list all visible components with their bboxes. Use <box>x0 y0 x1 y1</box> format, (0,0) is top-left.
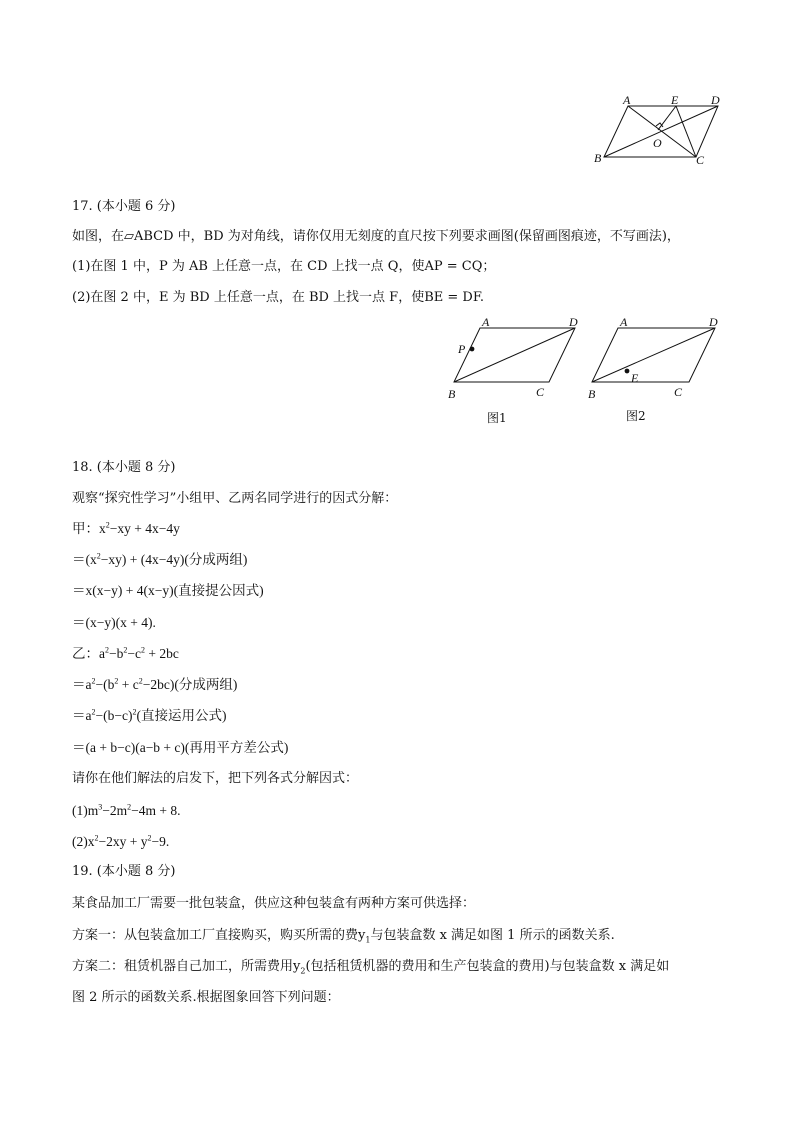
q18-intro: 观察“探究性学习”小组甲、乙两名同学进行的因式分解： <box>72 491 398 506</box>
q19-intro: 某食品加工厂需要一批包装盒，供应这种包装盒有两种方案可供选择： <box>72 896 476 911</box>
label-d: D <box>711 93 720 107</box>
q18-yi-line4: ＝(a + b−c)(a−b + c)(再用平方差公式) <box>72 740 289 755</box>
fig1-point-p <box>470 347 475 352</box>
fig2-diagonal-bd <box>592 328 715 382</box>
label-o: O <box>653 136 662 150</box>
q19-plan2: 方案二：租赁机器自己加工，所需费用$y_2$(包括租赁机器的费用和生产包装盒的费用)与包装盒数 x 满足如 <box>72 959 670 976</box>
q17-part1: (1)在图 1 中，P 为 AB 上任意一点，在 CD 上找一点 Q，使AP = CQ； <box>72 259 496 274</box>
q19-plan1: 方案一：从包装盒加工厂直接购买，购买所需的费$y_1$与包装盒数 x 满足如图 1 所示的函数关系. <box>72 928 615 945</box>
fig2-caption: 图2 <box>626 409 646 423</box>
q18-exercise-2: $(2)x^2-2xy + y^2-9$. <box>72 833 170 849</box>
fig2-label-b: B <box>588 387 596 401</box>
q17-figure-2 <box>584 312 734 427</box>
q18-jia-line4: ＝(x−y)(x + 4). <box>72 615 156 630</box>
fig1-label-d: D <box>569 315 578 329</box>
q17-header: 17. (本小题 6 分) <box>72 199 176 214</box>
figure-top-parallelogram <box>588 92 728 170</box>
fig2-label-a: A <box>620 315 628 329</box>
label-a: A <box>623 93 631 107</box>
fig1-label-a: A <box>482 315 490 329</box>
q18-jia-line1: 甲：$x^2-xy + 4x-4y$ <box>72 520 180 536</box>
q18-jia-line3: ＝x(x−y) + 4(x−y)(直接提公因式) <box>72 583 264 598</box>
fig2-point-e <box>625 369 630 374</box>
fig2-label-e: E <box>631 371 639 385</box>
q18-header: 18. (本小题 8 分) <box>72 460 176 475</box>
q18-yi-line3: $=a^2-(b-c)^2$(直接运用公式) <box>72 707 227 723</box>
label-b: B <box>594 151 602 165</box>
q18-exercise-1: $(1)m^3-2m^2-4m + 8$. <box>72 802 181 818</box>
q18-yi-line1: 乙：$a^2-b^2-c^2 + 2bc$ <box>72 645 179 661</box>
fig2-label-d: D <box>709 315 718 329</box>
fig2-label-c: C <box>674 385 683 399</box>
fig1-diagonal-bd <box>454 328 575 382</box>
label-c: C <box>696 153 705 167</box>
fig1-label-c: C <box>536 385 545 399</box>
q19-plan2-cont: 图 2 所示的函数关系.根据图象回答下列问题： <box>72 990 340 1005</box>
q18-yi-line2: $=a^2-(b^2 + c^2-2bc)$(分成两组) <box>72 676 238 692</box>
q17-part2: (2)在图 2 中，E 为 BD 上任意一点，在 BD 上找一点 F，使BE = DF. <box>72 290 484 305</box>
q19-header: 19. (本小题 8 分) <box>72 864 176 879</box>
fig1-caption: 图1 <box>487 411 507 425</box>
right-angle-mark <box>656 123 663 127</box>
q17-intro: 如图，在▱ABCD 中，BD 为对角线，请你仅用无刻度的直尺按下列要求画图(保留画图痕迹，不写画法)， <box>72 229 680 244</box>
q18-jia-line2: $=(x^2-xy) + (4x-4y)$(分成两组) <box>72 551 248 567</box>
label-e: E <box>671 93 679 107</box>
fig1-label-p: P <box>458 342 466 356</box>
q17-figure-1 <box>442 312 592 427</box>
fig1-label-b: B <box>448 387 456 401</box>
q18-prompt: 请你在他们解法的启发下，把下列各式分解因式： <box>72 771 359 786</box>
